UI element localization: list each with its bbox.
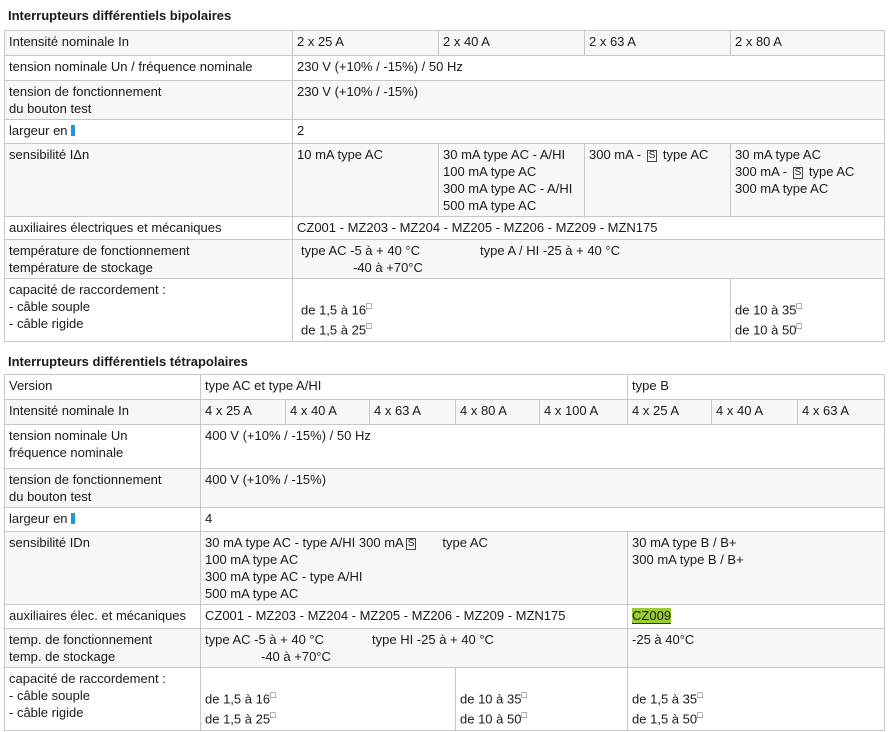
table-row: auxiliaires électriques et mécaniques CZ001 - MZ203 - MZ204 - MZ205 - MZ206 - MZ209 - MZN175 — [5, 217, 885, 240]
row-label: tension de fonctionnement du bouton test — [5, 469, 201, 508]
section-title-bipolar: Interrupteurs différentiels bipolaires — [8, 8, 232, 23]
table-tetrapolar — [4, 374, 885, 731]
table-row: tension nominale Un / fréquence nominale 230 V (+10% / -15%) / 50 Hz — [5, 56, 885, 81]
section-title-tetrapolar: Interrupteurs différentiels tétrapolaires — [8, 354, 248, 369]
row-label: tension nominale Un fréquence nominale — [5, 425, 201, 469]
selective-s-icon: S — [407, 538, 415, 549]
row-label: capacité de raccordement : - câble souple - câble rigide — [5, 668, 201, 731]
width-module-icon — [71, 513, 75, 524]
row-label: largeur en — [5, 120, 293, 144]
row-label: temp. de fonctionnement temp. de stockage — [5, 629, 201, 668]
row-label: Intensité nominale In — [5, 31, 293, 56]
table-row: largeur en 2 — [5, 120, 885, 144]
row-label: tension nominale Un / fréquence nominale — [5, 56, 293, 81]
selective-s-icon: S — [794, 167, 802, 178]
table-row: auxiliaires élec. et mécaniques CZ001 - MZ203 - MZ204 - MZ205 - MZ206 - MZ209 - MZN175 CZ009 — [5, 605, 885, 629]
table-row: sensibilité IΔn 10 mA type AC 30 mA type AC - A/HI 100 mA type AC 300 mA type AC - A/HI 500 mA type AC 300 mA - S type AC 30 mA type AC 300 mA - S type AC 300 mA type AC — [5, 144, 885, 217]
table-row: capacité de raccordement : - câble souple - câble rigide de 1,5 à 16□ de 1,5 à 25□ de 10 à 35□ de 10 à 50□ de 1,5 à 35□ de 1,5 à 50□ — [5, 668, 885, 731]
table-row: largeur en 4 — [5, 508, 885, 532]
row-label: Version — [5, 375, 201, 400]
table-row: temp. de fonctionnement temp. de stockage type AC -5 à + 40 °C type HI -25 à + 40 °C -40 à +70°C -25 à 40°C — [5, 629, 885, 668]
selective-s-icon: S — [648, 150, 656, 161]
row-label: température de fonctionnement température de stockage — [5, 240, 293, 279]
width-module-icon — [71, 125, 75, 136]
highlighted-ref: CZ009 — [632, 608, 672, 623]
table-row: Intensité nominale In 2 x 25 A 2 x 40 A 2 x 63 A 2 x 80 A — [5, 31, 885, 56]
row-label: auxiliaires électriques et mécaniques — [5, 217, 293, 240]
row-label: capacité de raccordement : - câble souple - câble rigide — [5, 279, 293, 342]
row-label: sensibilité IΔn — [5, 144, 293, 217]
row-label: tension de fonctionnement du bouton test — [5, 81, 293, 120]
table-row: tension de fonctionnement du bouton test 400 V (+10% / -15%) — [5, 469, 885, 508]
table-row: sensibilité IDn 30 mA type AC - type A/HI 300 mA S type AC 100 mA type AC 300 mA type AC - type A/HI 500 mA type AC 30 mA type B / B+ 300 mA type B / B+ — [5, 532, 885, 605]
table-bipolar — [4, 30, 885, 342]
row-label: sensibilité IDn — [5, 532, 201, 605]
table-row: capacité de raccordement : - câble souple - câble rigide de 1,5 à 16□ de 1,5 à 25□ de 10 à 35□ de 10 à 50□ — [5, 279, 885, 342]
table-row: Intensité nominale In 4 x 25 A 4 x 40 A 4 x 63 A 4 x 80 A 4 x 100 A 4 x 25 A 4 x 40 A 4 x 63 A — [5, 400, 885, 425]
table-row: température de fonctionnement température de stockage type AC -5 à + 40 °C type A / HI -25 à + 40 °C -40 à +70°C — [5, 240, 885, 279]
table-row: tension de fonctionnement du bouton test 230 V (+10% / -15%) — [5, 81, 885, 120]
row-label: largeur en — [5, 508, 201, 532]
table-row: tension nominale Un fréquence nominale 400 V (+10% / -15%) / 50 Hz — [5, 425, 885, 469]
table-row: Version type AC et type A/HI type B — [5, 375, 885, 400]
row-label: Intensité nominale In — [5, 400, 201, 425]
row-label: auxiliaires élec. et mécaniques — [5, 605, 201, 629]
